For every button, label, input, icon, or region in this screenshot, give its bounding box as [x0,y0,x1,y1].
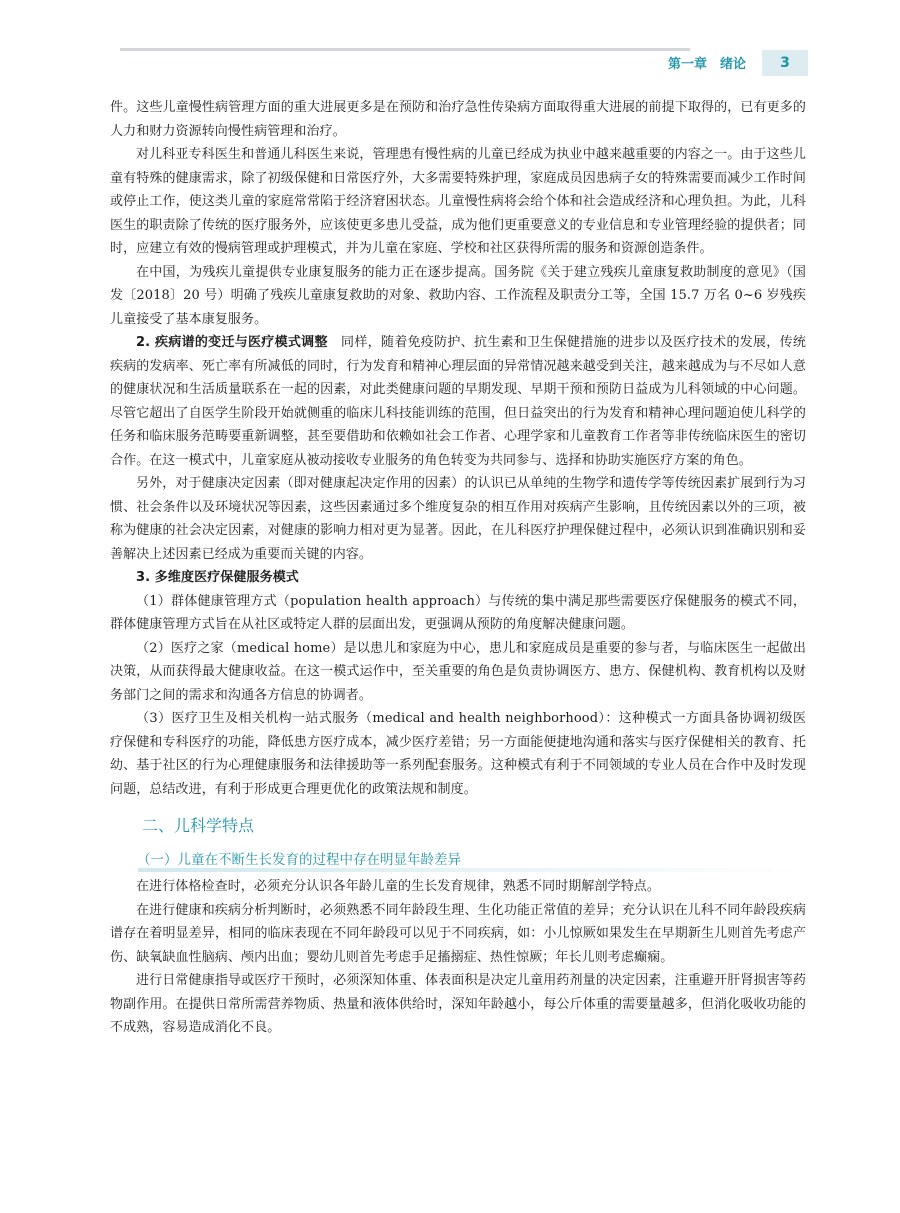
subsection-title: （一）儿童在不断生长发育的过程中存在明显年龄差异 [137,852,461,868]
paragraph: 进行日常健康指导或医疗干预时，必须深知体重、体表面积是决定儿童用药剂量的决定因素，注重避开肝肾损害等药物副作用。在提供日常所需营养物质、热量和液体供给时，深知年龄越小，每公斤体重的需要量越多，但消化吸收功能的不成熟，容易造成消化不良。 [110,973,806,1035]
numbered-heading: 3. 多维度医疗保健服务模式 [136,570,299,585]
paragraph: （3）医疗卫生及相关机构一站式服务（medical and health neighborhood）：这种模式一方面具备协调初级医疗保健和专科医疗的功能，降低患方医疗成本，减少医疗差错；另一方面能便捷地沟通和落实与医疗保健相关的教育、托幼、基于社区的行为心理健康服务和法律援助等一系列配套服务。这种模式有利于不同领域的专业人员在合作中及时发现问题，总结改进，有利于形成更合理更优化的政策法规和制度。 [110,711,806,797]
page-number: 3 [762,50,808,76]
paragraph: （1）群体健康管理方式（population health approach）与传统的集中满足那些需要医疗保健服务的模式不同，群体健康管理方式旨在从社区或特定人群的层面出发，更强调从预防的角度解决健康问题。 [110,593,806,632]
page-header [120,46,808,82]
subsection-heading [110,847,806,873]
paragraph-text: 同样，随着免疫防护、抗生素和卫生保健措施的进步以及医疗技术的发展，传统疾病的发病率、死亡率有所减低的同时，行为发育和精神心理层面的异常情况越来越受到关注，越来越成为与不尽如人意的健康状况和生活质量联系在一起的因素，对此类健康问题的早期发现、早期干预和预防日益成为儿科领域的中心问题。尽管它超出了自医学生阶段开始就侧重的临床儿科技能训练的范围，但日益突出的行为发育和精神心理问题迫使儿科学的任务和临床服务范畴要重新调整，甚至要借助和依赖如社会工作者、心理学家和儿童教育工作者等非传统临床医生的密切合作。在这一模式中，儿童家庭从被动接收专业服务的角色转变为共同参与、选择和协助实施医疗方案的角色。 [110,335,806,468]
paragraph: 对儿科亚专科医生和普通儿科医生来说，管理患有慢性病的儿童已经成为执业中越来越重要的内容之一。由于这些儿童有特殊的健康需求，除了初级保健和日常医疗外，大多需要特殊护理，家庭成员因患病子女的特殊需要而减少工作时间或停止工作，使这类儿童的家庭常常陷于经济窘困状态。儿童慢性病将会给个体和社会造成经济和心理负担。为此，儿科医生的职责除了传统的医疗服务外，应该使更多患儿受益，成为他们更重要意义的专业信息和专业管理经验的提供者；同时，应建立有效的慢病管理或护理模式，并为儿童在家庭、学校和社区获得所需的服务和资源创造条件。 [110,147,806,256]
paragraph: （2）医疗之家（medical home）是以患儿和家庭为中心，患儿和家庭成员是重要的参与者，与临床医生一起做出决策，从而获得最大健康收益。在这一模式运作中，至关重要的角色是负责协调医方、患方、保健机构、教育机构以及财务部门之间的需求和沟通各方信息的协调者。 [110,640,806,703]
paragraph: 在中国，为残疾儿童提供专业康复服务的能力正在逐步提高。国务院《关于建立残疾儿童康复救助制度的意见》（国发〔2018〕20 号）明确了残疾儿童康复救助的对象、救助内容、工作流程及职责分工等，全国 15.7 万名 0~6 岁残疾儿童接受了基本康复服务。 [110,264,806,327]
section-title: 二、儿科学特点 [142,816,255,835]
paragraph: 件。这些儿童慢性病管理方面的重大进展更多是在预防和治疗急性传染病方面取得重大进展的前提下取得的，已有更多的人力和财力资源转向慢性病管理和治疗。 [110,100,806,139]
paragraph: 在进行体格检查时，必须充分认识各年龄儿童的生长发育规律，熟悉不同时期解剖学特点。 [136,879,661,894]
paragraph: 另外，对于健康决定因素（即对健康起决定作用的因素）的认识已从单纯的生物学和遗传学等传统因素扩展到行为习惯、社会条件以及环境状况等因素，这些因素通过多个维度复杂的相互作用对疾病产生影响，且传统因素以外的三项，被称为健康的社会决定因素，对健康的影响力相对更为显著。因此，在儿科医疗护理保健过程中，必须认识到准确识别和妥善解决上述因素已经成为重要而关键的内容。 [110,476,806,562]
page-body [110,96,806,1040]
subsection-underline [138,868,806,872]
paragraph [110,331,806,472]
paragraph: 在进行健康和疾病分析判断时，必须熟悉不同年龄段生理、生化功能正常值的差异；充分认识在儿科不同年龄段疾病谱存在着明显差异，相同的临床表现在不同年龄段可以见于不同疾病，如：小儿惊厥如果发生在早期新生儿则首先考虑产伤、缺氧缺血性脑病、颅内出血；婴幼儿则首先考虑手足搐搦症、热性惊厥；年长儿则考虑癫痫。 [110,902,806,965]
header-rule [120,48,690,51]
chapter-title: 第一章 绪论 [667,57,746,72]
inline-heading: 2. 疾病谱的变迁与医疗模式调整 [136,335,328,350]
